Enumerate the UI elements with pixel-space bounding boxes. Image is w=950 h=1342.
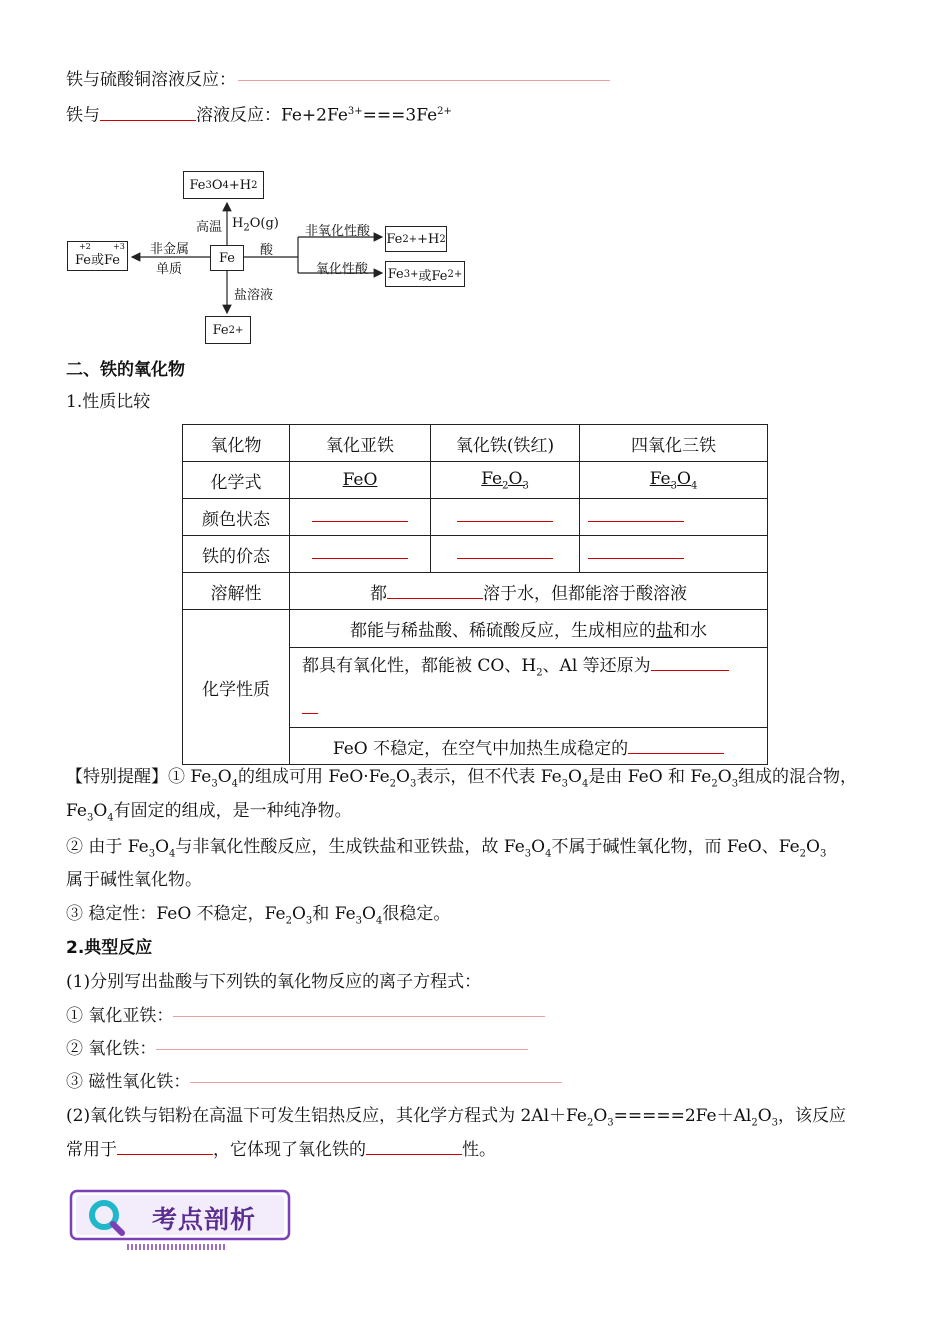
row-label: 化学式	[183, 462, 290, 499]
table-row	[183, 499, 768, 536]
answer-blank[interactable]	[580, 499, 768, 536]
row-label: 溶解性	[183, 573, 290, 610]
formula-cell: FeO	[290, 462, 431, 499]
answer-blank[interactable]	[651, 656, 729, 671]
oxide-property-table	[182, 424, 768, 765]
answer-blank[interactable]	[238, 80, 610, 81]
row-label: 铁的价态	[183, 536, 290, 573]
question-1: (1)分别写出盐酸与下列铁的氧化物反应的离子方程式：	[66, 972, 482, 992]
note-1-cont: $Fe_3O_4$有固定的组成，是一种纯净物。	[66, 801, 352, 824]
answer-blank[interactable]	[366, 1153, 462, 1155]
question-1b: ② 氧化铁：	[66, 1037, 528, 1061]
table-header-cell: 氧化铁(铁红)	[431, 425, 580, 462]
answer-blank-cont	[302, 699, 318, 714]
label-danzhi: 单质	[156, 262, 183, 277]
chem-property-3: FeO 不稳定，在空气中加热生成稳定的	[290, 728, 768, 765]
answer-blank[interactable]	[431, 499, 580, 536]
question-2-cont: 常用于 ，它体现了氧化铁的 性。	[66, 1140, 496, 1160]
answer-blank[interactable]	[290, 499, 431, 536]
answer-blank[interactable]	[628, 739, 724, 754]
reaction-line-fe3: 铁与 溶液反应：$Fe+2Fe^{3+}===3Fe^{2+}$	[66, 105, 452, 126]
row-label: 化学性质	[183, 610, 290, 765]
note-2-cont: 属于碱性氧化物。	[66, 870, 202, 890]
box-fe-center: Fe	[210, 245, 244, 271]
section-title-typical-reactions: 2.典型反应	[66, 938, 153, 958]
table-row	[183, 536, 768, 573]
table-row	[183, 462, 768, 499]
note-3: ③ 稳定性：FeO 不稳定，$Fe_2O_3$和 $Fe_3O_4$很稳定。	[66, 904, 451, 927]
question-1a: ① 氧化亚铁：	[66, 1004, 545, 1028]
table-row	[183, 610, 768, 648]
table-row	[183, 573, 768, 610]
box-fe2-h2: Fe 2+ +H 2	[385, 226, 447, 252]
banner-title: 考点剖析	[152, 1205, 257, 1234]
label-yanrongye: 盐溶液	[234, 288, 274, 303]
table-header-cell: 四氧化三铁	[580, 425, 768, 462]
answer-blank[interactable]	[431, 536, 580, 573]
label-yanghua-suan: 氧化性酸	[316, 262, 369, 277]
magnifier-icon	[86, 1198, 130, 1236]
section-title-iron-oxides: 二、铁的氧化物	[66, 360, 185, 380]
box-fe-valence: +2 +3 Fe或Fe	[67, 241, 128, 271]
table-header-cell: 氧化物	[183, 425, 290, 462]
chem-property-1: 都能与稀盐酸、稀硫酸反应，生成相应的盐和水	[290, 610, 768, 648]
answer-blank[interactable]	[173, 1016, 545, 1017]
answer-blank[interactable]	[387, 584, 483, 599]
note-2: ② 由于 $Fe_3O_4$与非氧化性酸反应，生成铁盐和亚铁盐，故 $Fe_3O_4$不属于碱性氧化物，而 FeO、$Fe_2O_3$	[66, 837, 827, 860]
formula-cell: $Fe_2O_3$	[431, 462, 580, 499]
answer-blank[interactable]	[156, 1049, 528, 1050]
chem-property-2: 都具有氧化性，都能被 CO、$H_2$、Al 等还原为	[290, 648, 768, 728]
answer-blank[interactable]	[580, 536, 768, 573]
box-fe3o4-h2: Fe 3 O 4 +H 2	[183, 171, 264, 199]
row-label: 颜色状态	[183, 499, 290, 536]
subsection-property-comparison: 1.性质比较	[66, 392, 151, 412]
answer-blank[interactable]	[190, 1082, 562, 1083]
reaction-line-cuso4: 铁与硫酸铜溶液反应：	[66, 68, 610, 92]
label-water: $H_2O(g)$	[232, 216, 279, 234]
label-suan: 酸	[260, 243, 274, 258]
question-1c: ③ 磁性氧化铁：	[66, 1070, 562, 1094]
table-header-cell: 氧化亚铁	[290, 425, 431, 462]
question-2: (2)氧化铁与铝粉在高温下可发生铝热反应，其化学方程式为 $2Al+Fe_2O_3=====2Fe+Al_2O_3$，该反应	[66, 1106, 847, 1129]
box-fe2: Fe 2+	[205, 316, 251, 344]
kaodian-banner	[68, 1188, 294, 1250]
answer-blank[interactable]	[290, 536, 431, 573]
answer-blank[interactable]	[100, 119, 196, 121]
note-1: 【特别提醒】① $Fe_3O_4$的组成可用 $FeO\cdot Fe_2O_3$表示，但不代表 $Fe_3O_4$是由 FeO 和 $Fe_2O_3$组成的混合物，	[66, 767, 858, 790]
solubility-cell: 都 溶于水，但都能溶于酸溶液	[290, 573, 768, 610]
label-gaowen: 高温	[196, 220, 223, 235]
box-fe3-or-fe2: Fe 3+ 或Fe 2+	[385, 261, 465, 287]
formula-cell: $Fe_3O_4$	[580, 462, 768, 499]
label-fei-yanghua-suan: 非氧化性酸	[305, 224, 371, 239]
answer-blank[interactable]	[117, 1153, 213, 1155]
label-feijinshu: 非金属	[150, 242, 190, 257]
table-row	[183, 425, 768, 462]
